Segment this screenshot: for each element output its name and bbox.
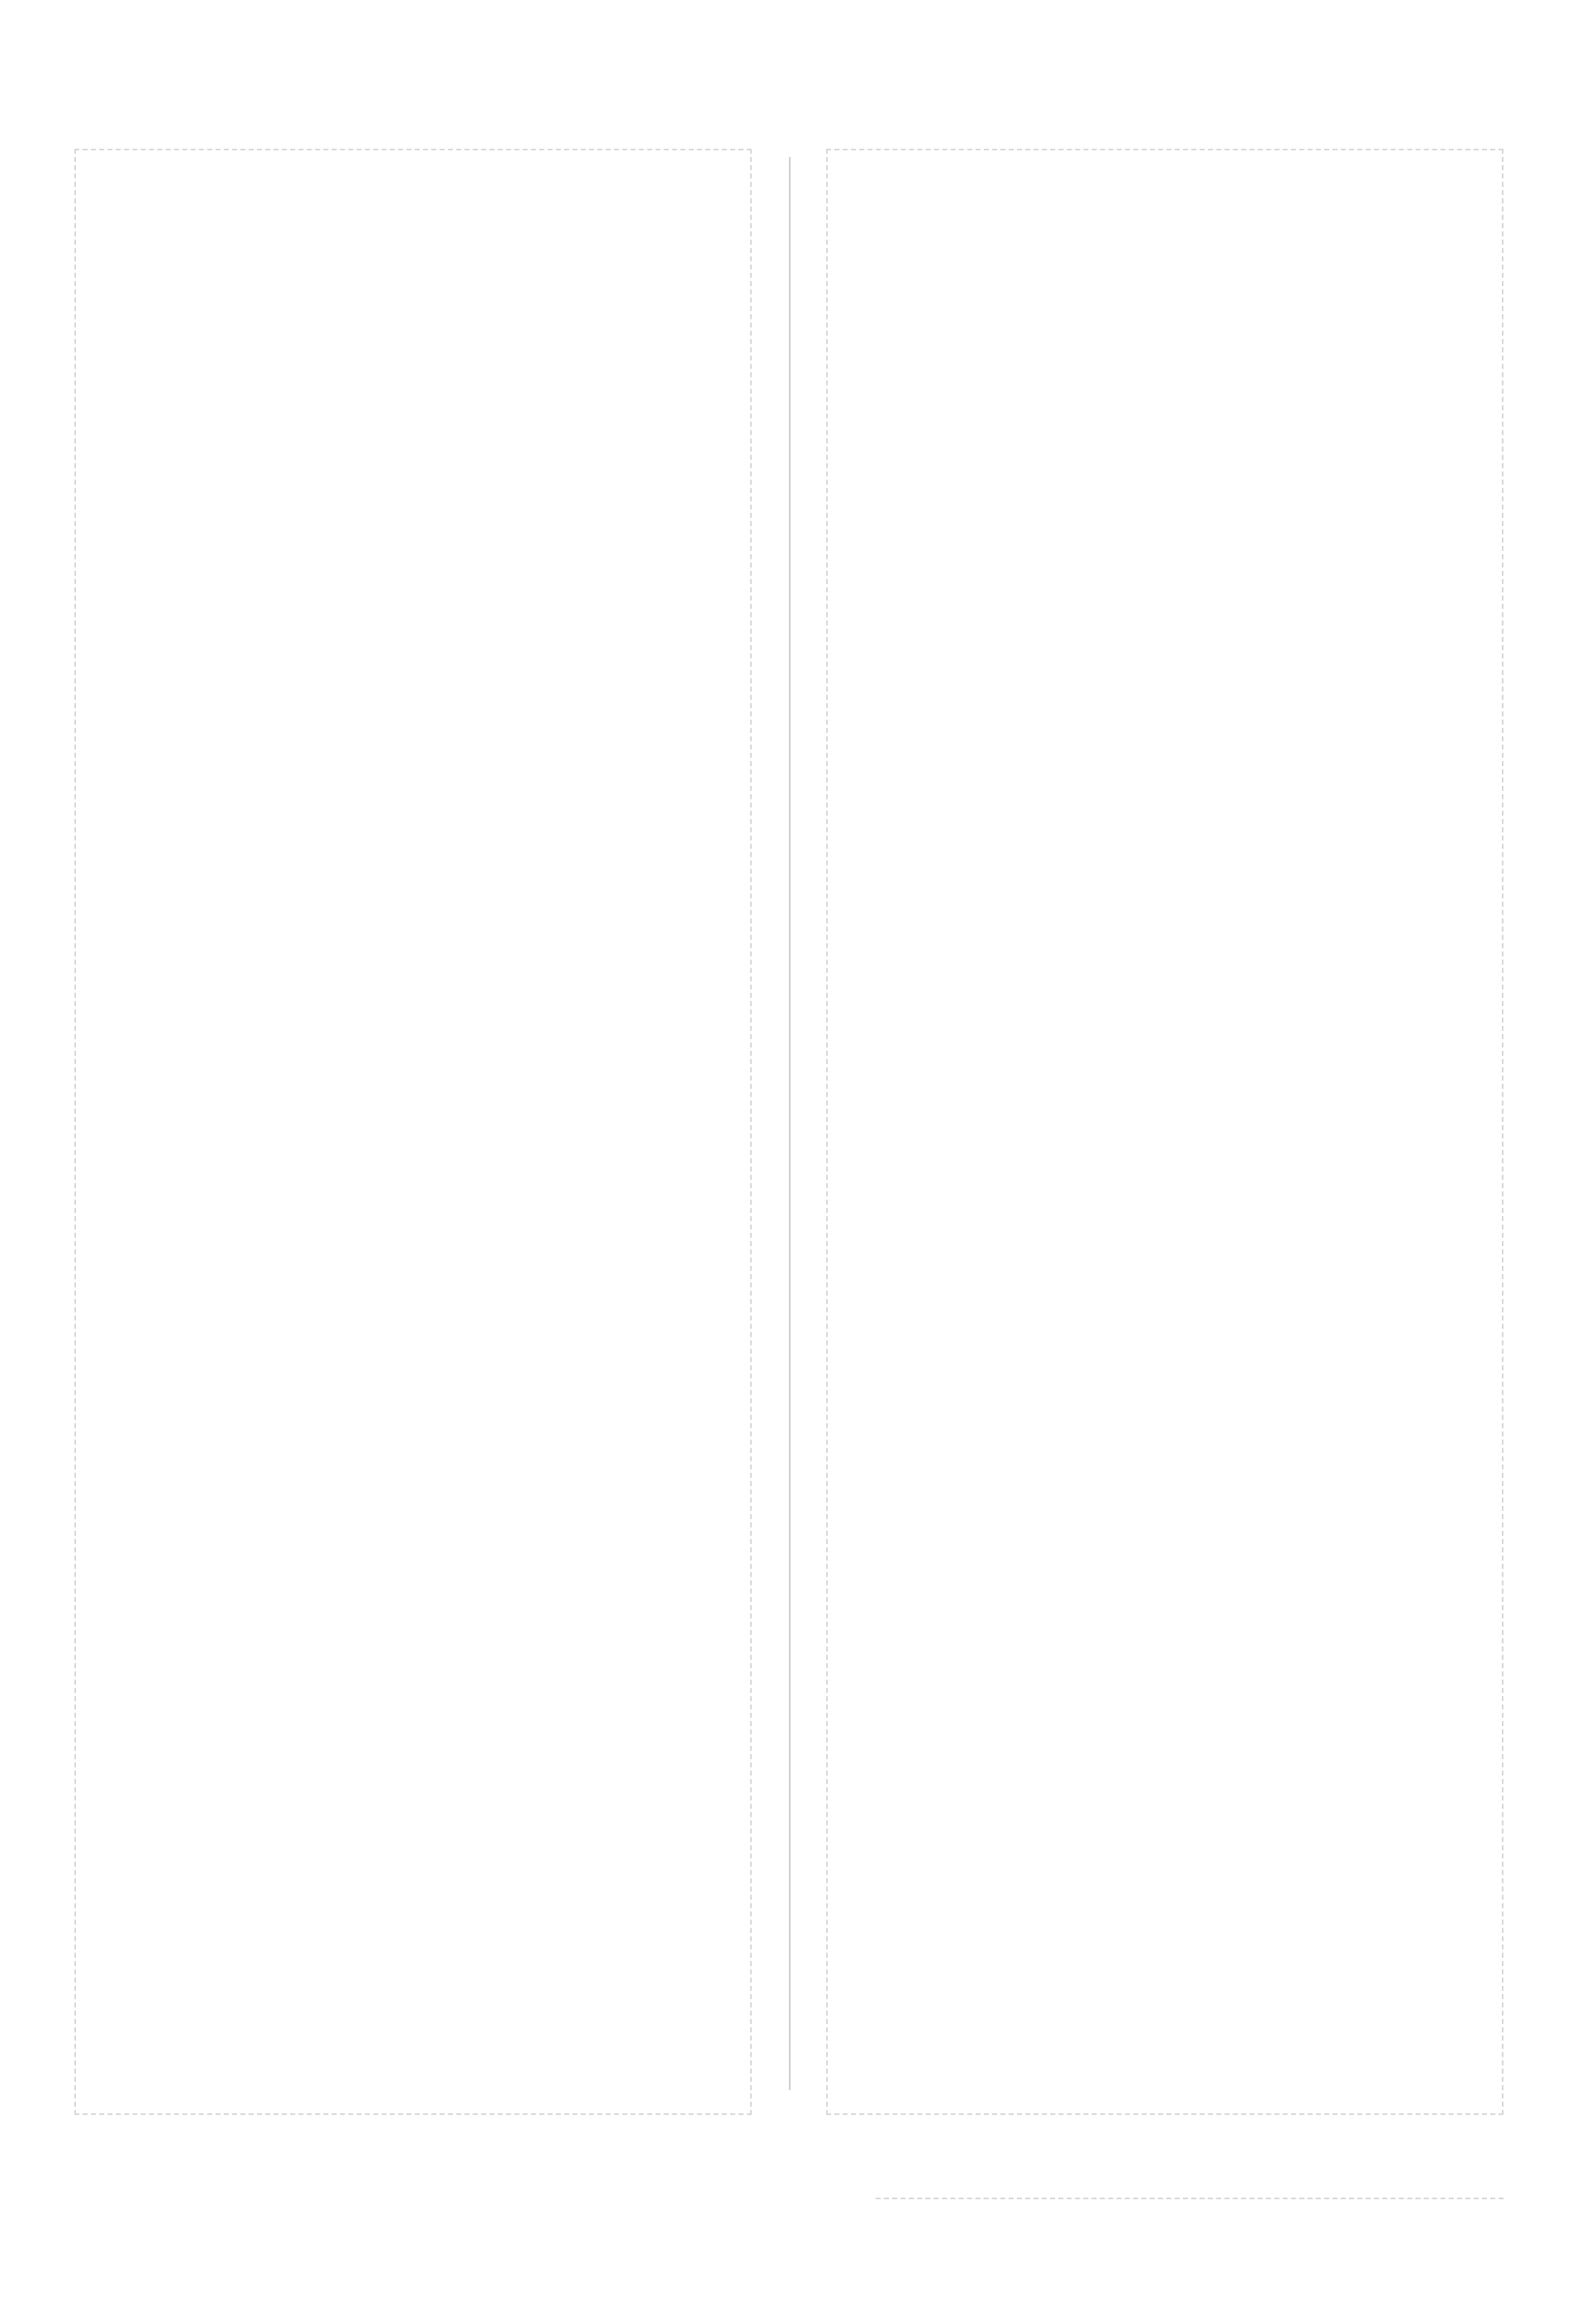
left-column: [74, 149, 752, 2115]
right-column: [826, 149, 1504, 2115]
page-footer: [876, 2198, 1504, 2264]
column-divider: [789, 157, 791, 2090]
